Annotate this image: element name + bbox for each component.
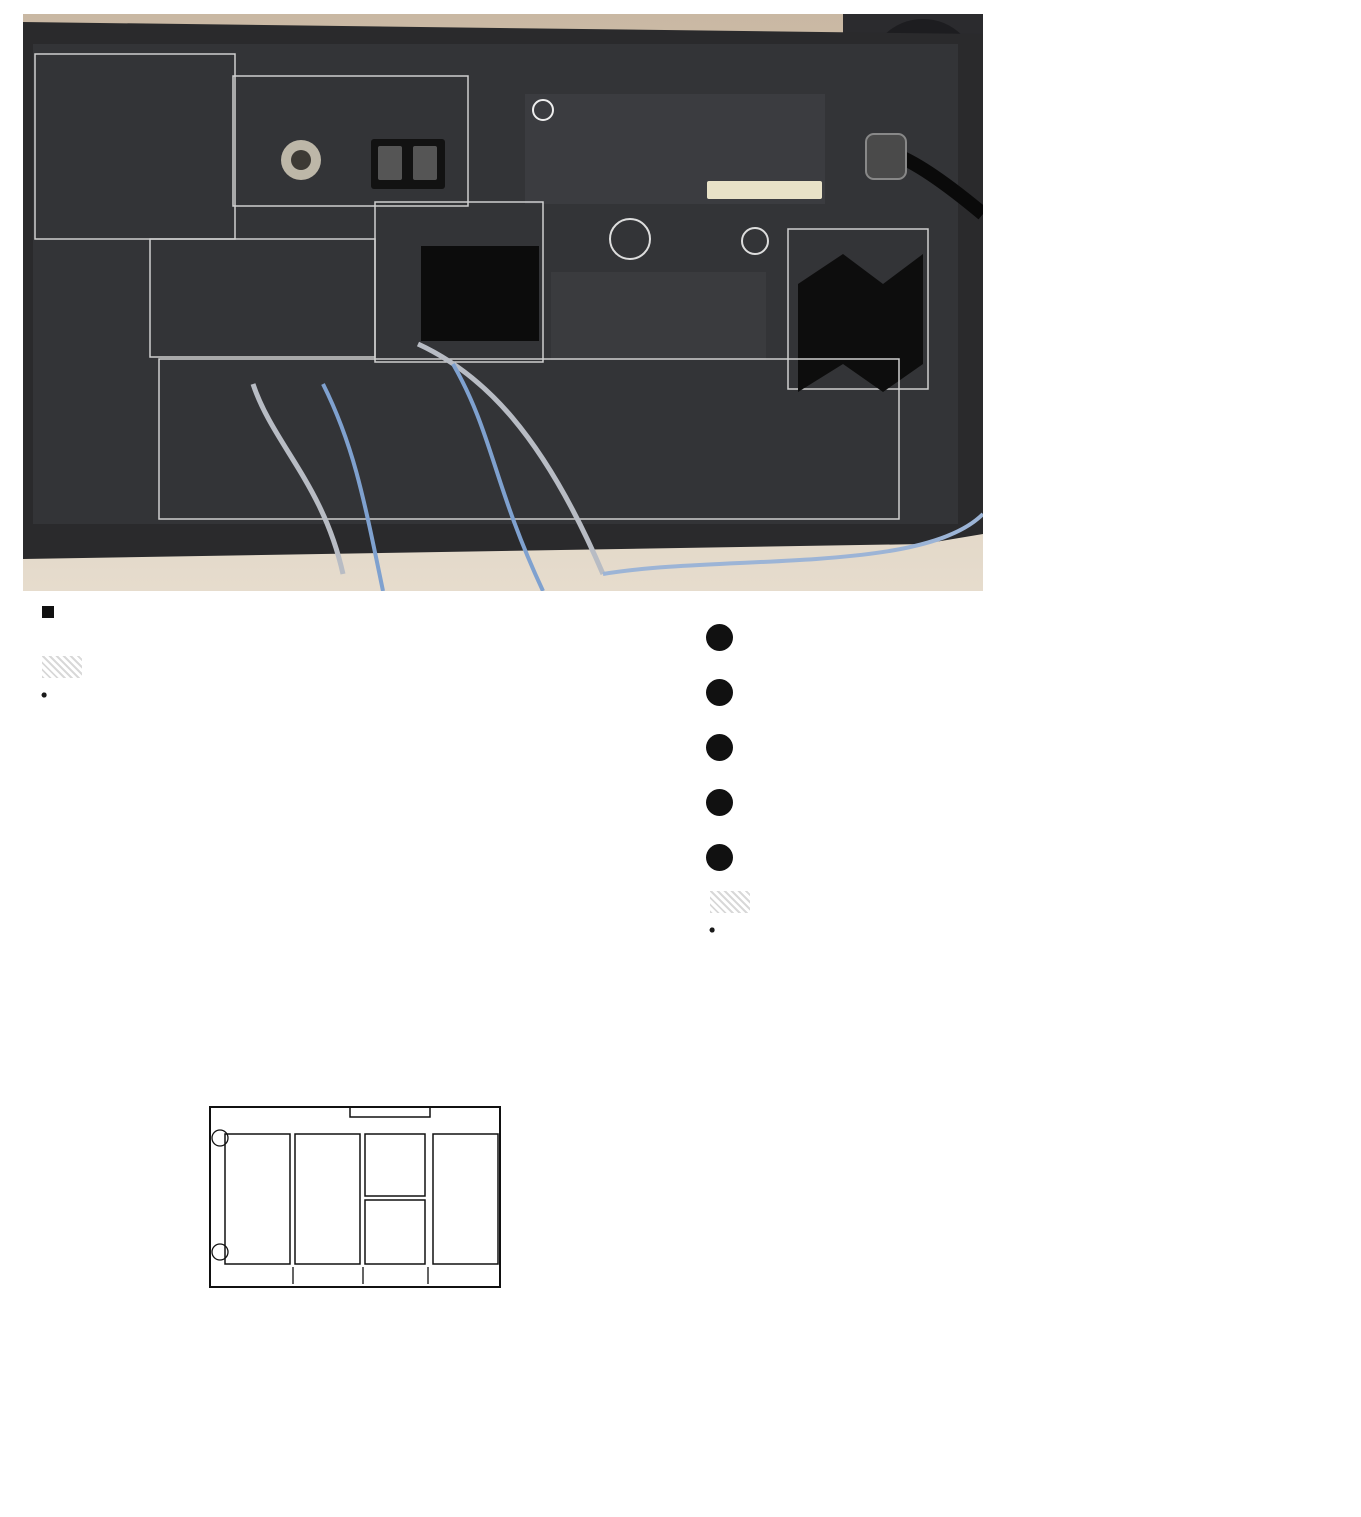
model-label (525, 94, 825, 204)
square-bullet-icon (42, 606, 54, 618)
item-surround-back-pre-out (706, 789, 1328, 816)
receiver-back-photo (23, 14, 983, 591)
number-4-icon (706, 789, 733, 816)
hatch-decoration-icon (42, 656, 82, 678)
section-title (38, 606, 664, 618)
pre-out-diagram (200, 1062, 520, 1330)
number-3-icon (706, 734, 733, 761)
ac-outlet-socket (798, 254, 923, 392)
number-2-icon (706, 679, 733, 706)
serial-sticker (707, 181, 822, 199)
notes-heading-right (706, 891, 1328, 913)
number-1-icon (706, 624, 733, 651)
notes-heading (38, 656, 664, 678)
item-surround-pre-out (706, 679, 1328, 706)
number-5-icon (706, 844, 733, 871)
hatch-decoration-icon (710, 891, 750, 913)
left-column (38, 606, 664, 684)
item-center-pre-out (706, 734, 1328, 761)
speaker-b-terminals (421, 246, 539, 341)
item-front-pre-out (706, 624, 1328, 651)
right-column (706, 624, 1328, 919)
item-subwoofer (706, 844, 1328, 871)
